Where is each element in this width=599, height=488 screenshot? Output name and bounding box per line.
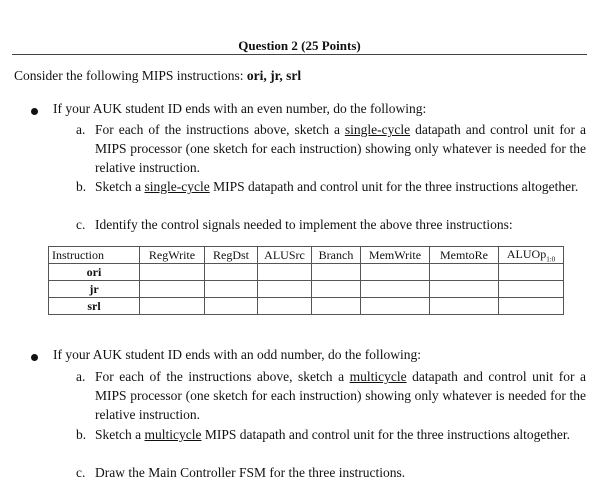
empty-cell: [499, 298, 564, 315]
bullet-icon: [31, 354, 38, 361]
even-section-heading: If your AUK student ID ends with an even number, do the following:: [53, 101, 427, 116]
instruction-cell: ori: [49, 264, 140, 281]
empty-cell: [140, 281, 205, 298]
header-cell: MemWrite: [361, 247, 430, 264]
instruction-cell: srl: [49, 298, 140, 315]
instruction-cell: jr: [49, 281, 140, 298]
empty-cell: [140, 264, 205, 281]
odd-item-c: [76, 463, 586, 482]
header-cell: Branch: [312, 247, 361, 264]
item-label: b.: [76, 427, 87, 442]
empty-cell: [205, 281, 258, 298]
empty-cell: [361, 298, 430, 315]
header-cell: MemtoRe: [430, 247, 499, 264]
emphasis-text: single-cycle: [144, 179, 210, 194]
header-cell: Instruction: [49, 247, 140, 264]
empty-cell: [205, 298, 258, 315]
header-cell: RegWrite: [140, 247, 205, 264]
question-intro: [14, 68, 301, 84]
question-title: Question 2 (25 Points): [238, 38, 361, 53]
empty-cell: [140, 298, 205, 315]
empty-cell: [258, 281, 312, 298]
table-row: [49, 281, 564, 298]
title-divider: [12, 54, 587, 55]
control-signals-table: [48, 246, 564, 315]
bullet-icon: [31, 108, 38, 115]
item-label: c.: [76, 465, 86, 480]
item-text: Draw the Main Controller FSM for the three instructions.: [95, 465, 406, 480]
item-label: c.: [76, 217, 86, 232]
emphasis-text: single-cycle: [344, 122, 411, 137]
item-text: Identify the control signals needed to implement the above three instructions:: [95, 217, 513, 232]
empty-cell: [430, 264, 499, 281]
header-cell: ALUOp$_{1:0}$: [499, 247, 564, 264]
item-text: For each of the instructions above, sketch a multicycle datapath and control unit for a MIPS processor (one sketch for each instruction) showing only whatever is needed for the relative instruction.: [95, 369, 586, 422]
empty-cell: [499, 264, 564, 281]
empty-cell: [499, 281, 564, 298]
empty-cell: [361, 281, 430, 298]
header-cell: RegDst: [205, 247, 258, 264]
intro-prefix: Consider the following MIPS instructions:: [14, 68, 247, 83]
intro-instructions: ori, jr, srl: [246, 68, 302, 83]
table-header-row: [49, 247, 564, 264]
item-label: a.: [76, 122, 86, 137]
empty-cell: [258, 264, 312, 281]
item-text: For each of the instructions above, sketch a single-cycle datapath and control unit for a MIPS processor (one sketch for each instruction) showing only whatever is needed for the relative instruction.: [95, 122, 586, 175]
empty-cell: [430, 298, 499, 315]
empty-cell: [361, 264, 430, 281]
odd-item-a: [76, 367, 586, 424]
emphasis-text: multicycle: [144, 427, 202, 442]
even-item-c: [76, 215, 586, 234]
table-row: [49, 298, 564, 315]
even-item-a: [76, 120, 586, 177]
even-item-b: [76, 177, 586, 196]
item-text: Sketch a single-cycle MIPS datapath and control unit for the three instructions altogether.: [95, 179, 579, 194]
table-row: [49, 264, 564, 281]
header-cell: ALUSrc: [258, 247, 312, 264]
empty-cell: [430, 281, 499, 298]
item-label: b.: [76, 179, 87, 194]
odd-item-b: [76, 425, 586, 444]
empty-cell: [312, 264, 361, 281]
item-label: a.: [76, 369, 86, 384]
item-text: Sketch a multicycle MIPS datapath and control unit for the three instructions altogether.: [95, 427, 571, 442]
odd-section-heading: If your AUK student ID ends with an odd number, do the following:: [53, 347, 422, 362]
emphasis-text: multicycle: [349, 369, 407, 384]
empty-cell: [205, 264, 258, 281]
empty-cell: [312, 298, 361, 315]
empty-cell: [258, 298, 312, 315]
empty-cell: [312, 281, 361, 298]
